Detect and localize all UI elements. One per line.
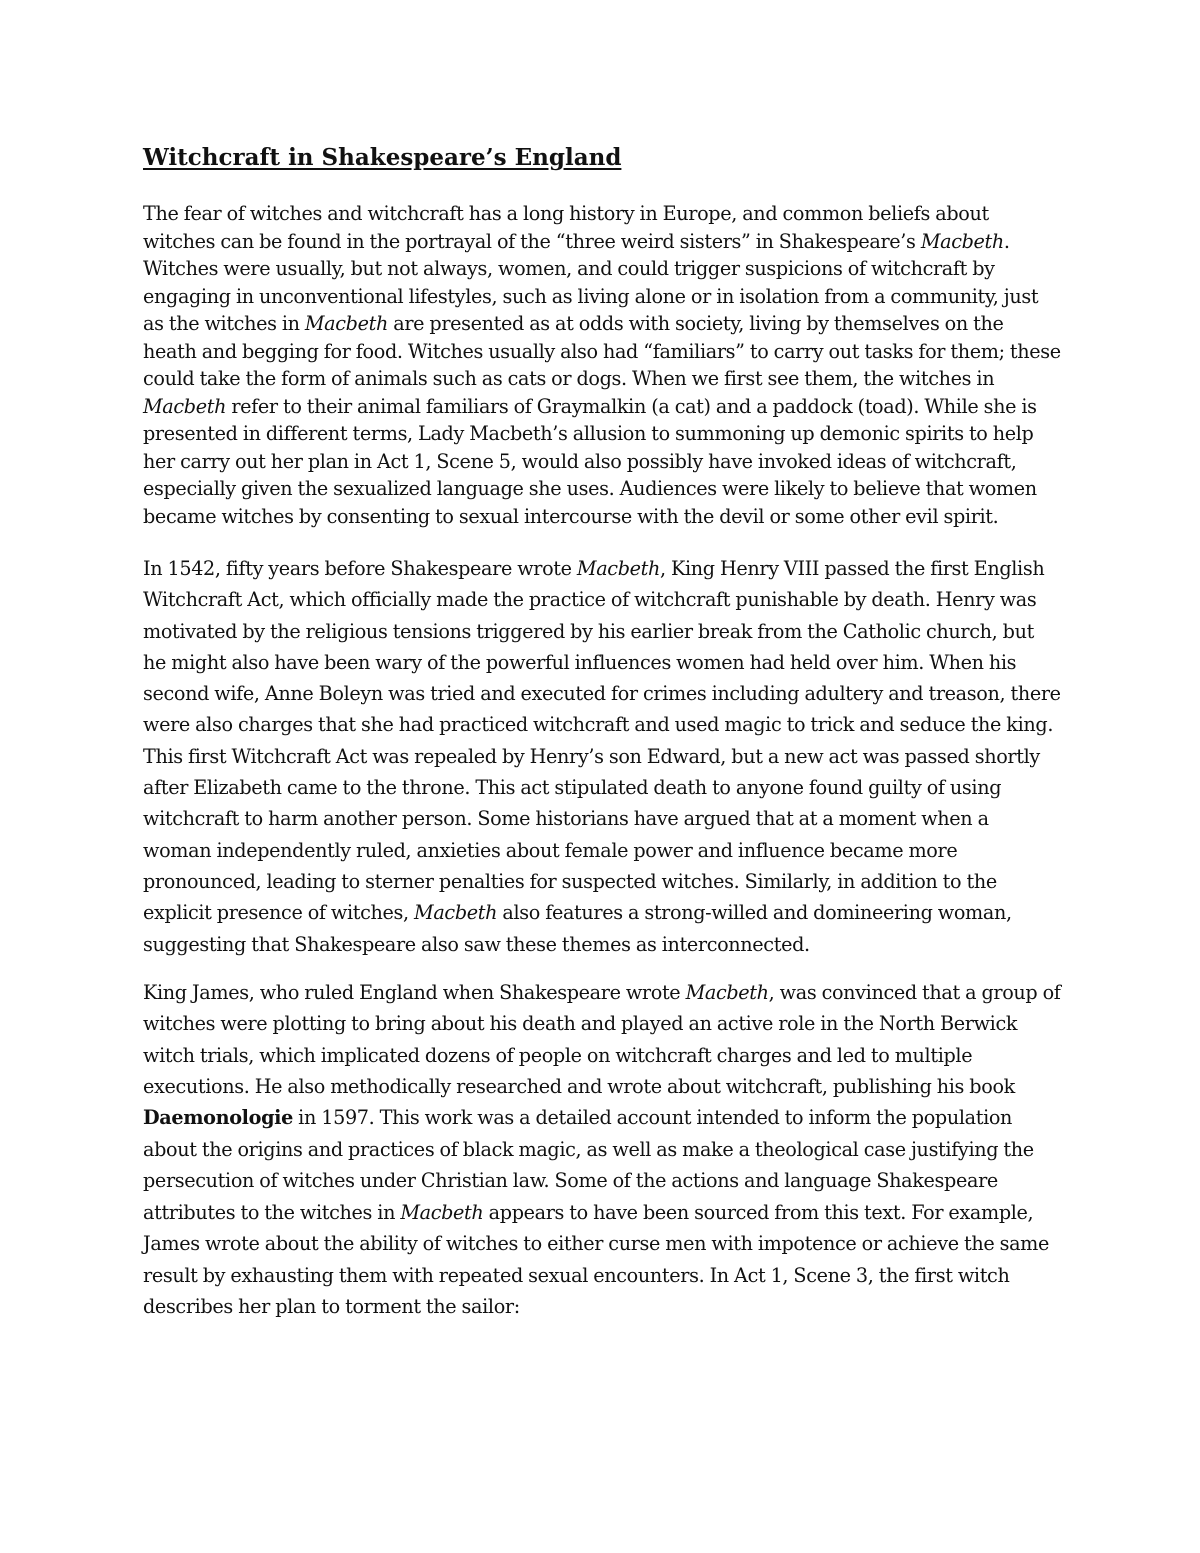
text-run: refer to their animal familiars of Graymalkin (a cat) and a paddock (toad). While she is presented in different terms, Lady Macbeth’s allusion to summoning up demonic spirits to help her carry out her plan in Act 1, Scene 5, would also possibly have invoked ideas of witchcraft, especially given the sexualized language she uses. Audiences were likely to believe that women became witches by consenting to sexual intercourse with the devil or some other evil spirit.: [143, 394, 1037, 528]
text-run: in 1597. This work was a detailed account intended to inform the population about the origins and practices of black magic, as well as make a theological case justifying the persecution of witches under Christian law. Some of the actions and language Shakespeare attributes to the witches in: [143, 1106, 1034, 1224]
book-title-run: Daemonologie: [143, 1106, 293, 1130]
text-run: In 1542, fifty years before Shakespeare wrote: [143, 557, 577, 580]
text-run: King James, who ruled England when Shakespeare wrote: [143, 980, 686, 1004]
text-run: are presented as at odds with society, living by themselves on the heath and begging for food. Witches usually also had “familiars” to carry out tasks for them; these could take the form of animals such as cats or dogs. When we first see them, the witches in: [143, 312, 1061, 390]
text-run: . Witches were usually, but not always, women, and could trigger suspicions of witchcraft by engaging in unconventional lifestyles, such as living alone or in isolation from a community, just as the witches in: [143, 229, 1039, 335]
text-run: , King Henry VIII passed the first English Witchcraft Act, which officially made the practice of witchcraft punishable by death. Henry was motivated by the religious tensions triggered by his earlier break from the Catholic church, but he might also have been wary of the powerful influences women had held over him. When his second wife, Anne Boleyn was tried and executed for crimes including adultery and treason, there were also charges that she had practiced witchcraft and used magic to trick and seduce the king. This first Witchcraft Act was repealed by Henry’s son Edward, but a new act was passed shortly after Elizabeth came to the throne. This act stipulated death to anyone found guilty of using witchcraft to harm another person. Some historians have argued that at a moment when a woman independently ruled, anxieties about female power and influence became more pronounced, leading to sterner penalties for suspected witches. Similarly, in addition to the explicit presence of witches,: [143, 557, 1061, 925]
italic-title-run: Macbeth: [576, 557, 661, 580]
italic-title-run: Macbeth: [143, 394, 227, 418]
text-run: The fear of witches and witchcraft has a long history in Europe, and common beliefs about witches can be found in the portrayal of the “three weird sisters” in Shakespeare’s: [143, 202, 989, 253]
document-body: [143, 140, 1061, 1322]
italic-title-run: Macbeth: [685, 980, 769, 1004]
text-run: , was convinced that a group of witches were plotting to bring about his death and played an active role in the North Berwick witch trials, which implicated dozens of people on witchcraft charges and led to multiple executions. He also methodically researched and wrote about witchcraft, publishing his book: [143, 980, 1061, 1099]
italic-title-run: Macbeth: [400, 1200, 484, 1224]
document-title: Witchcraft in Shakespeare’s England: [143, 144, 622, 171]
paragraph-witchcraft-acts: [143, 553, 1061, 960]
paragraph-witch-beliefs: [143, 200, 1061, 530]
italic-title-run: Macbeth: [920, 229, 1004, 253]
italic-title-run: Macbeth: [414, 901, 498, 925]
text-run: also features a strong-willed and domineering woman, suggesting that Shakespeare also saw these themes as interconnected.: [143, 901, 1012, 956]
paragraph-king-james: [143, 977, 1061, 1322]
text-run: appears to have been sourced from this text. For example, James wrote about the ability of witches to either curse men with impotence or achieve the same result by exhausting them with repeated sexual encounters. In Act 1, Scene 3, the first witch describes her plan to torment the sailor:: [143, 1200, 1050, 1318]
italic-title-run: Macbeth: [304, 312, 388, 335]
